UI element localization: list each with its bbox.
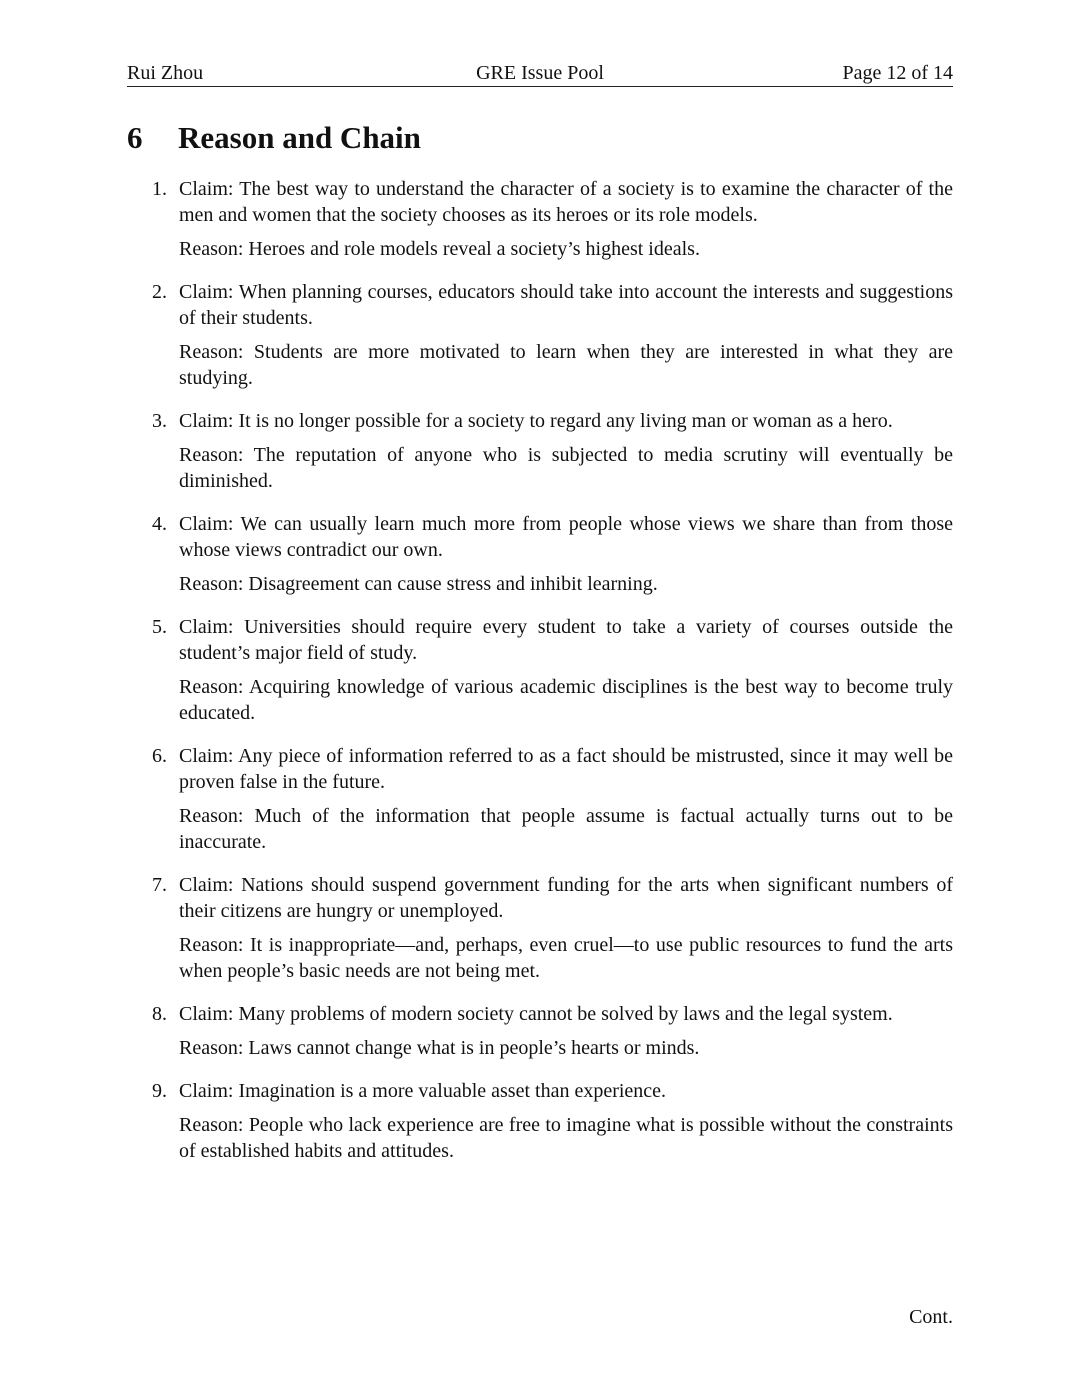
list-item <box>127 408 953 494</box>
reason-text: Reason: Students are more motivated to learn when they are interested in what they are studying. <box>179 341 953 389</box>
claim-text: Claim: Many problems of modern society cannot be solved by laws and the legal system. <box>179 1003 893 1025</box>
item-number: 4. <box>152 513 167 535</box>
section-number: 6 <box>127 120 143 155</box>
item-number: 5. <box>152 616 167 638</box>
claim-text: Claim: We can usually learn much more from people whose views we share than from those whose views contradict our own. <box>179 513 953 561</box>
reason-text: Reason: Heroes and role models reveal a society’s highest ideals. <box>179 238 700 260</box>
reason-text: Reason: The reputation of anyone who is subjected to media scrutiny will eventually be diminished. <box>179 444 953 492</box>
item-number: 7. <box>152 874 167 896</box>
reason-text: Reason: Acquiring knowledge of various academic disciplines is the best way to become truly educated. <box>179 676 953 724</box>
section-heading <box>127 118 953 158</box>
claim-text: Claim: It is no longer possible for a society to regard any living man or woman as a hero. <box>179 410 893 432</box>
claim-text: Claim: The best way to understand the character of a society is to examine the character of the men and women that the society chooses as its heroes or its role models. <box>179 178 953 226</box>
reason-text: Reason: People who lack experience are free to imagine what is possible without the constraints of established habits and attitudes. <box>179 1114 953 1162</box>
claim-text: Claim: When planning courses, educators should take into account the interests and suggestions of their students. <box>179 281 953 329</box>
item-number: 2. <box>152 281 167 303</box>
reason-text: Reason: Much of the information that people assume is factual actually turns out to be inaccurate. <box>179 805 953 853</box>
item-number: 1. <box>152 178 167 200</box>
continued-note: Cont. <box>909 1306 953 1328</box>
list-item <box>127 176 953 262</box>
reason-text: Reason: Disagreement can cause stress and inhibit learning. <box>179 573 658 595</box>
item-number: 9. <box>152 1080 167 1102</box>
page-header <box>127 60 953 87</box>
header-title: GRE Issue Pool <box>476 62 604 84</box>
list-item <box>127 872 953 984</box>
reason-text: Reason: Laws cannot change what is in people’s hearts or minds. <box>179 1037 700 1059</box>
claim-list <box>127 176 953 1181</box>
item-number: 8. <box>152 1003 167 1025</box>
list-item <box>127 743 953 855</box>
section-title: Reason and Chain <box>178 120 421 155</box>
claim-text: Claim: Any piece of information referred to as a fact should be mistrusted, since it may well be proven false in the future. <box>179 745 953 793</box>
item-number: 3. <box>152 410 167 432</box>
list-item <box>127 511 953 597</box>
claim-text: Claim: Universities should require every student to take a variety of courses outside the student’s major field of study. <box>179 616 953 664</box>
list-item <box>127 1078 953 1164</box>
list-item <box>127 1001 953 1061</box>
item-number: 6. <box>152 745 167 767</box>
list-item <box>127 279 953 391</box>
list-item <box>127 614 953 726</box>
reason-text: Reason: It is inappropriate—and, perhaps, even cruel—to use public resources to fund the arts when people’s basic needs are not being met. <box>179 934 953 982</box>
claim-text: Claim: Imagination is a more valuable asset than experience. <box>179 1080 667 1102</box>
header-page-number: Page 12 of 14 <box>842 62 953 84</box>
claim-text: Claim: Nations should suspend government funding for the arts when significant numbers of their citizens are hungry or unemployed. <box>179 874 953 922</box>
header-author: Rui Zhou <box>127 62 204 84</box>
